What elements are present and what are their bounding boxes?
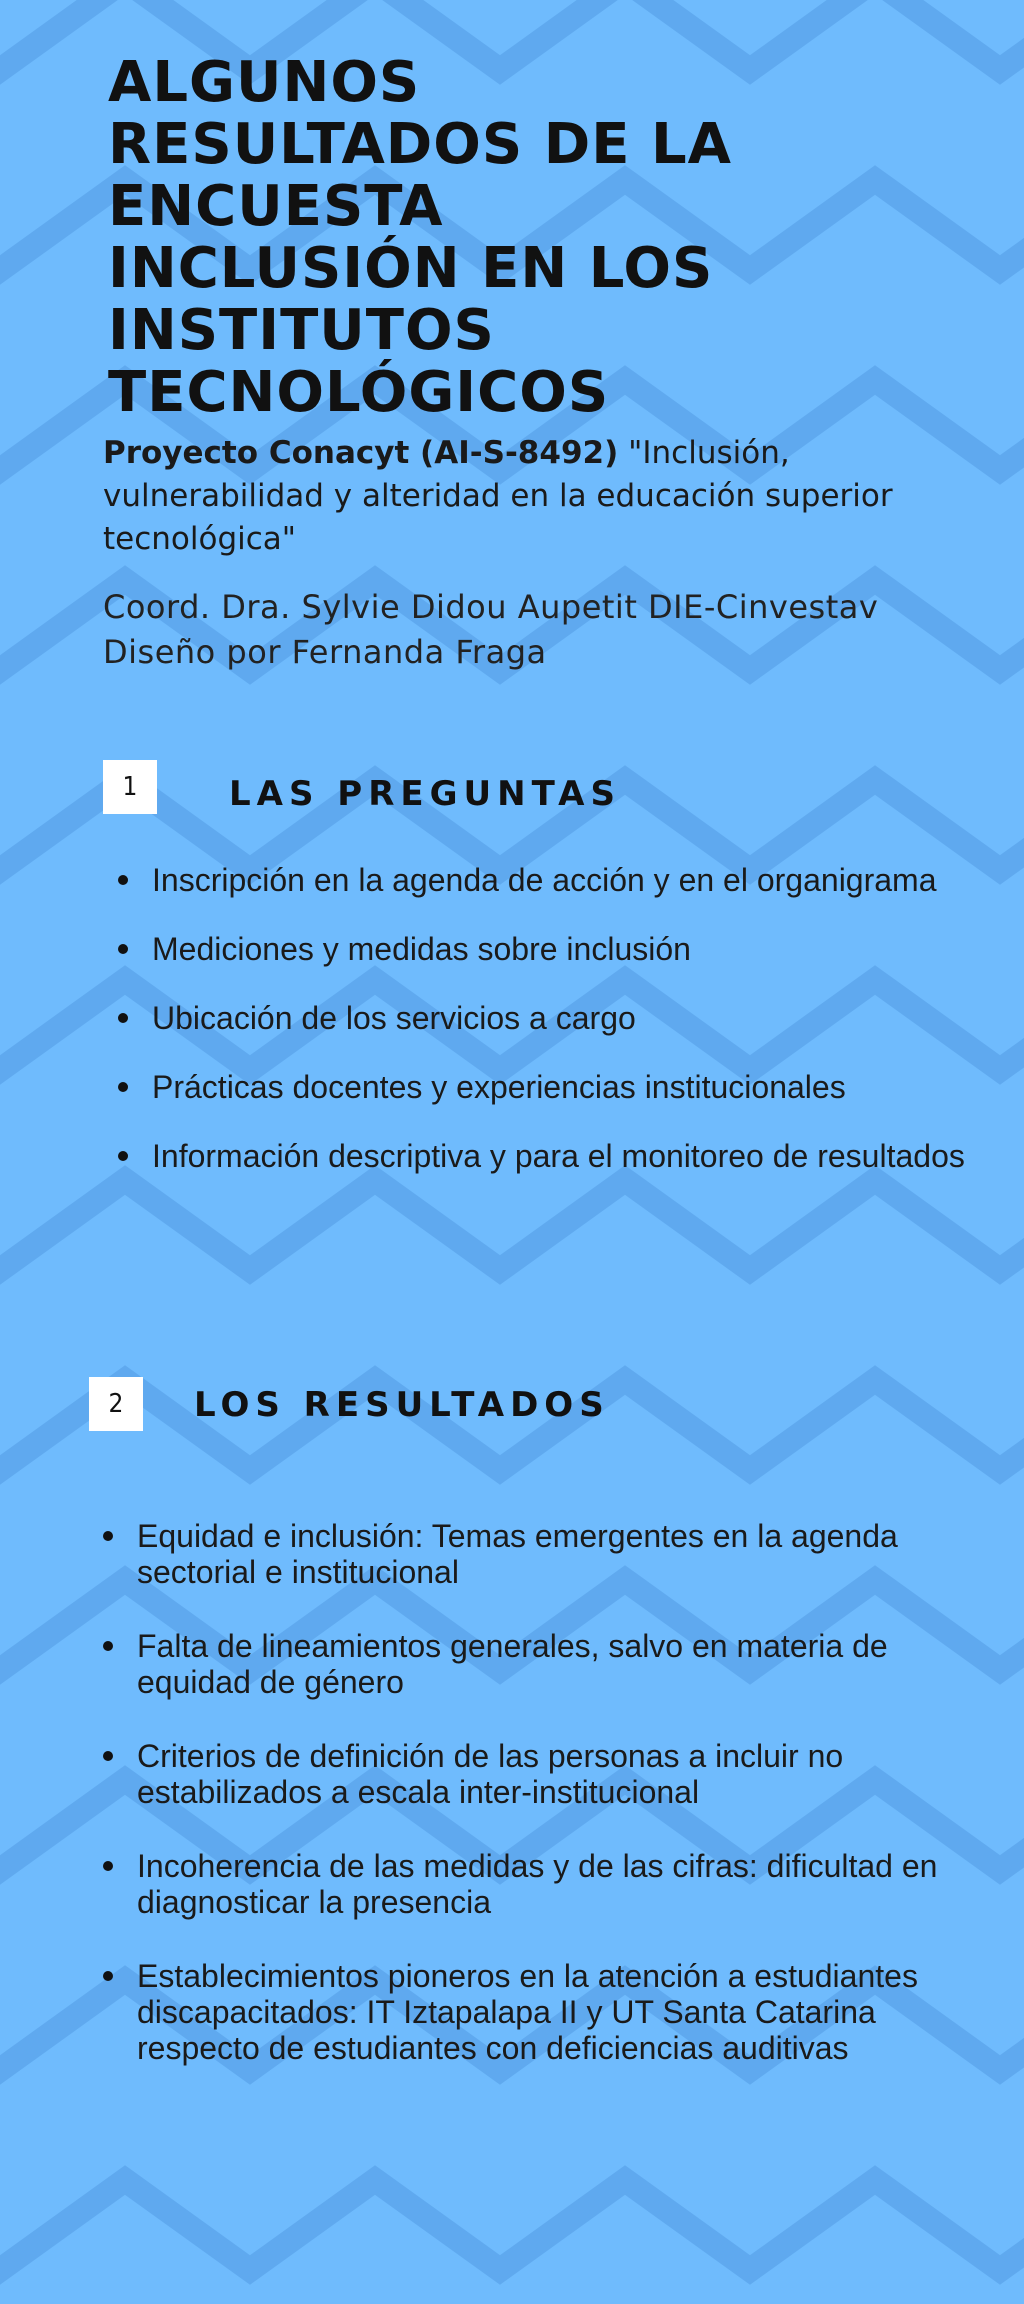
list-item: Mediciones y medidas sobre inclusión [110,931,990,967]
bullet-icon [118,1151,128,1161]
list-item: Inscripción en la agenda de acción y en el organigrama [110,862,990,898]
coordinator-credit: Coord. Dra. Sylvie Didou Aupetit DIE-Cinvestav [103,588,879,626]
title-line: RESULTADOS DE LA [108,112,732,177]
credits [103,585,1003,675]
designer-credit: Diseño por Fernanda Fraga [103,633,547,671]
title-line: ENCUESTA [108,174,444,239]
list-item: Incoherencia de las medidas y de las cifras: dificultad en diagnosticar la presencia [95,1848,995,1920]
title-line: ALGUNOS [108,50,421,115]
project-description [103,432,983,561]
bullet-icon [103,1531,113,1541]
bullet-icon [118,875,128,885]
project-name: "Inclusión, vulnerabilidad y alteridad en la educación superior tecnológica" [103,435,893,557]
bullet-icon [103,1971,113,1981]
list-item: Establecimientos pioneros en la atención a estudiantes discapacitados: IT Iztapalapa II y UT Santa Catarina respecto de estudiantes con deficiencias auditivas [95,1958,995,2066]
bullet-icon [103,1861,113,1871]
bullet-icon [103,1751,113,1761]
list-item: Equidad e inclusión: Temas emergentes en la agenda sectorial e institucional [95,1518,995,1590]
list-item: Ubicación de los servicios a cargo [110,1000,990,1036]
list-item: Prácticas docentes y experiencias institucionales [110,1069,990,1105]
bullet-icon [118,1013,128,1023]
list-item: Criterios de definición de las personas a incluir no estabilizados a escala inter-institucional [95,1738,995,1810]
title-line: INCLUSIÓN EN LOS [108,236,714,301]
project-code: Proyecto Conacyt (AI-S-8492) [103,435,619,471]
bullet-icon [118,1082,128,1092]
title-line: INSTITUTOS [108,298,495,363]
section-2-number-badge: 2 [89,1377,143,1431]
section-1-number-badge: 1 [103,760,157,814]
section-1-title: LAS PREGUNTAS [229,774,621,814]
title-line: TECNOLÓGICOS [108,360,610,425]
bullet-icon [103,1641,113,1651]
section-2-title: LOS RESULTADOS [194,1385,610,1425]
results-list [95,1518,995,2104]
page-title [108,52,908,424]
list-item: Información descriptiva y para el monitoreo de resultados [110,1138,990,1174]
questions-list [110,862,990,1207]
list-item: Falta de lineamientos generales, salvo en materia de equidad de género [95,1628,995,1700]
bullet-icon [118,944,128,954]
